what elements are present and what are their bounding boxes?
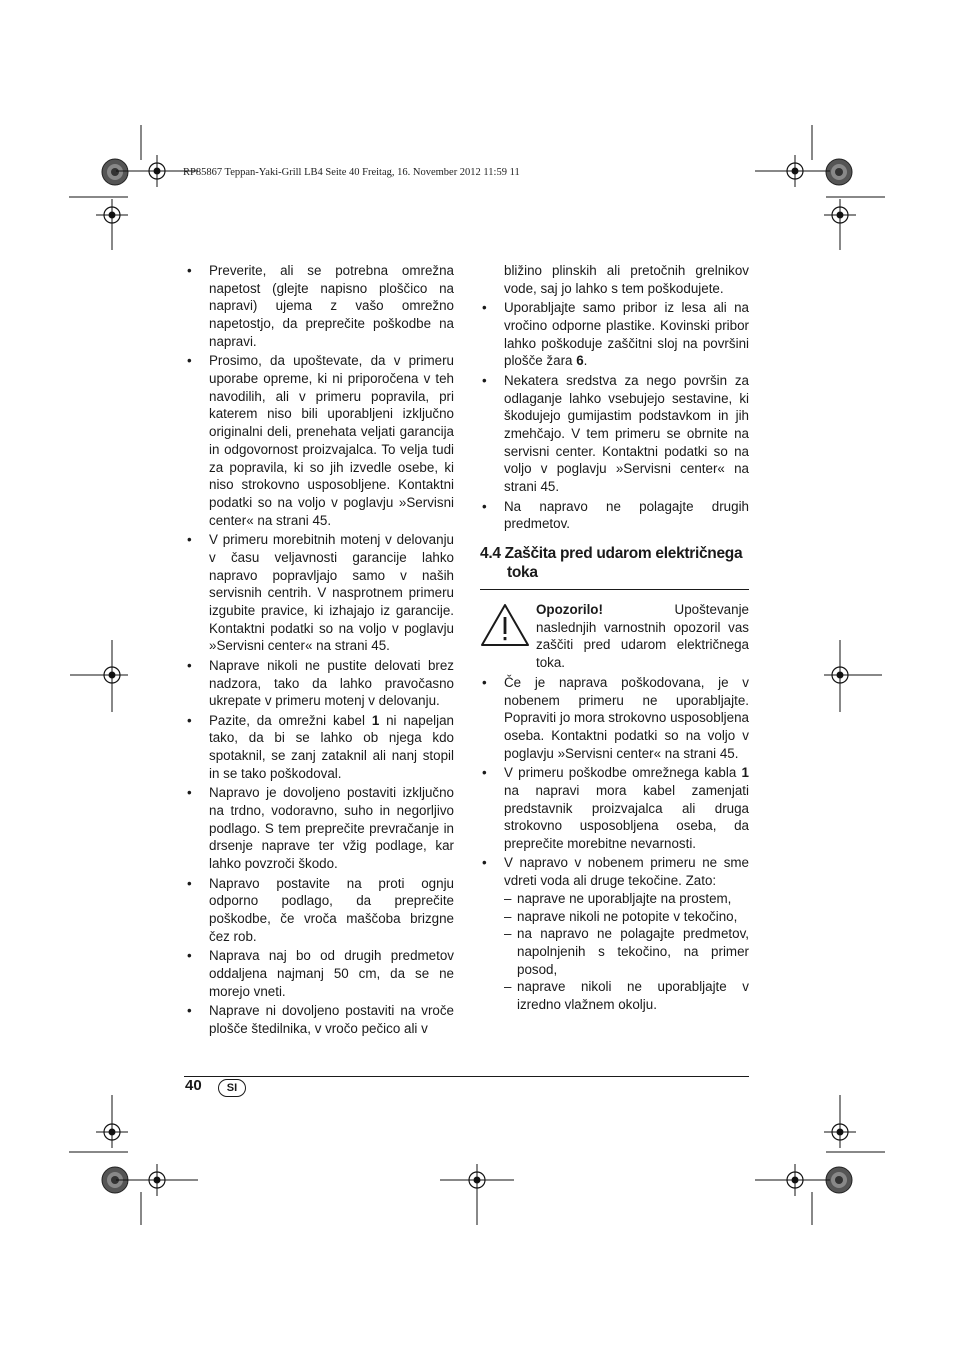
dash-list [504,890,749,1014]
registration-mark-upper-right [824,199,856,231]
warning-text [536,601,749,672]
color-target-top-right [826,159,852,185]
dash-item: – naprave nikoli ne uporabljajte v izredno vlažnem okolju. [504,978,749,1013]
list-item: • Nekatera sredstva za nego površin za odlaganje lahko vsebujejo sestavine, ki škodujejo gumijastim podstavkom in jih zmehčajo. V tem primeru se obrnite na servisni center. Kontaktni podatki so na voljo v poglavju »Servisni center« na strani 45. [479,372,749,496]
language-badge: SI [218,1079,246,1097]
component-number: 1 [741,765,749,781]
dash-item: – naprave ne uporabljajte na prostem, [504,890,749,908]
list-item-text: Uporabljajte samo pribor iz lesa ali na vročino odporne plastike. Kovinski pribor lahko poškoduje zaščitni sloj na površini plošče žara [504,300,749,369]
registration-mark-mid-left [96,659,128,691]
dash-item: – na napravo ne polagajte predmetov, napolnjenih s tekočino, na primer posod, [504,925,749,978]
component-number: 1 [371,712,380,728]
list-item-text: V primeru poškodbe omrežnega kabla [504,765,742,781]
left-bullet-list [184,262,454,1038]
registration-mark-lower-left [96,1116,128,1148]
warning-body: Upoštevanje naslednjih varnostnih opozoril vas zaščiti pred udarom električnega toka. [536,602,749,671]
left-column [184,262,454,1039]
section-heading [480,544,750,582]
component-number: 6 [576,353,584,369]
registration-mark-bottom-right [779,1164,811,1196]
page-number: 40 [185,1077,202,1094]
list-item-text: Pazite, da omrežni kabel [209,712,372,728]
list-item [479,764,749,853]
list-item: • Naprave nikoli ne pustite delovati brez nadzora, tako da lahko pravočasno ukrepate v primeru motenj v delovanju. [184,657,454,710]
list-item: • Napravo postavite na proti ognju odporno podlago, da preprečite poškodbe, če vroča maščoba brizgne čez rob. [184,875,454,946]
continued-paragraph: bližino plinskih ali pretočnih grelnikov vode, saj jo lahko s tem poškodujete. [504,263,749,296]
footer-rule [184,1076,749,1077]
list-item: • Naprava naj bo od drugih predmetov oddaljena najmanj 50 cm, da se ne morejo vneti. [184,947,454,1000]
list-item-text: ni napeljan tako, da bi se lahko ob njega kdo spotaknil, se zanj zataknil ali nanj stopil in se tako poškodoval. [209,712,454,781]
warning-title: Opozorilo! [536,602,603,617]
list-item: • Napravo je dovoljeno postaviti izključno na trdno, vodoravno, suho in negorljivo podlago. S tem preprečite prevračanje in drsenje naprave ter vžig podlage, kar lahko povzroči škodo. [184,784,454,873]
right-bullet-list [479,299,749,533]
list-item: • Preverite, ali se potrebna omrežna napetost (glejte napisno ploščico na napravi) ujema z vašo omrežno napetostjo, da preprečite poškodbe na napravi. [184,262,454,351]
registration-mark-mid-right [824,659,856,691]
color-target-bottom-right [826,1167,852,1193]
registration-mark-lower-right [824,1116,856,1148]
list-item-text: na napravi mora kabel zamenjati predstavnik proizvajalca ali druga strokovno usposobljena oseba, da preprečite morebitne nevarnosti. [504,782,749,851]
color-target-top-left [102,159,128,185]
warning-box [479,601,749,672]
list-item [184,712,454,783]
list-item: • Na napravo ne polagajte drugih predmetov. [479,498,749,533]
list-item-text: . [583,353,588,369]
registration-mark-top-right [779,155,811,187]
section-heading-rule [480,589,749,590]
list-item [479,854,749,1013]
right-column [479,262,749,535]
registration-mark-bottom-center [461,1164,493,1196]
registration-mark-upper-left [96,199,128,231]
section-heading-line: toka [507,564,538,581]
list-item: • Če je naprava poškodovana, je v nobenem primeru ne uporabljajte. Popraviti jo mora strokovno usposobljena oseba. Kontaktni podatki so na voljo v poglavju »Servisni center« na strani 45. [479,674,749,763]
print-header-line: RP85867 Teppan-Yaki-Grill LB4 Seite 40 Freitag, 16. November 2012 11:59 11 [183,167,520,178]
list-item: • Prosimo, da upoštevate, da v primeru uporabe opreme, ki ni priporočena v teh navodilih, ali v primeru popravila, pri katerem niso bili uporabljeni izključno originalni deli, prenehata veljati garancija in odgovornost proizvajalca. To velja tudi za popravila, ki so jih izvedle osebe, ki niso strokovno usposobljene. Kontaktni podatki so na voljo v poglavju »Servisni center« na strani 45. [184,352,454,529]
electrical-safety-list [479,674,749,1014]
list-item: • Naprave ni dovoljeno postaviti na vroče plošče štedilnika, v vročo pečico ali v [184,1002,454,1037]
registration-mark-bottom-left [141,1164,173,1196]
right-column-lower [479,601,749,1016]
dash-item: – naprave nikoli ne potopite v tekočino, [504,908,749,926]
section-heading-line: 4.4 Zaščita pred udarom električnega [480,545,743,562]
warning-triangle-icon [479,601,531,647]
list-item [479,299,749,370]
color-target-bottom-left [102,1167,128,1193]
registration-mark-top-left [141,155,173,187]
list-item-text: V napravo v nobenem primeru ne sme vdreti voda ali druge tekočine. Zato: [504,855,749,889]
list-item: • V primeru morebitnih motenj v delovanju v času veljavnosti garancije lahko napravo popravljajo samo v naših servisnih centrih. V nasprotnem primeru izgubite pravice, ki izhajajo iz garancije. Kontaktni podatki so na voljo v poglavju »Servisni center« na strani 45. [184,531,454,655]
